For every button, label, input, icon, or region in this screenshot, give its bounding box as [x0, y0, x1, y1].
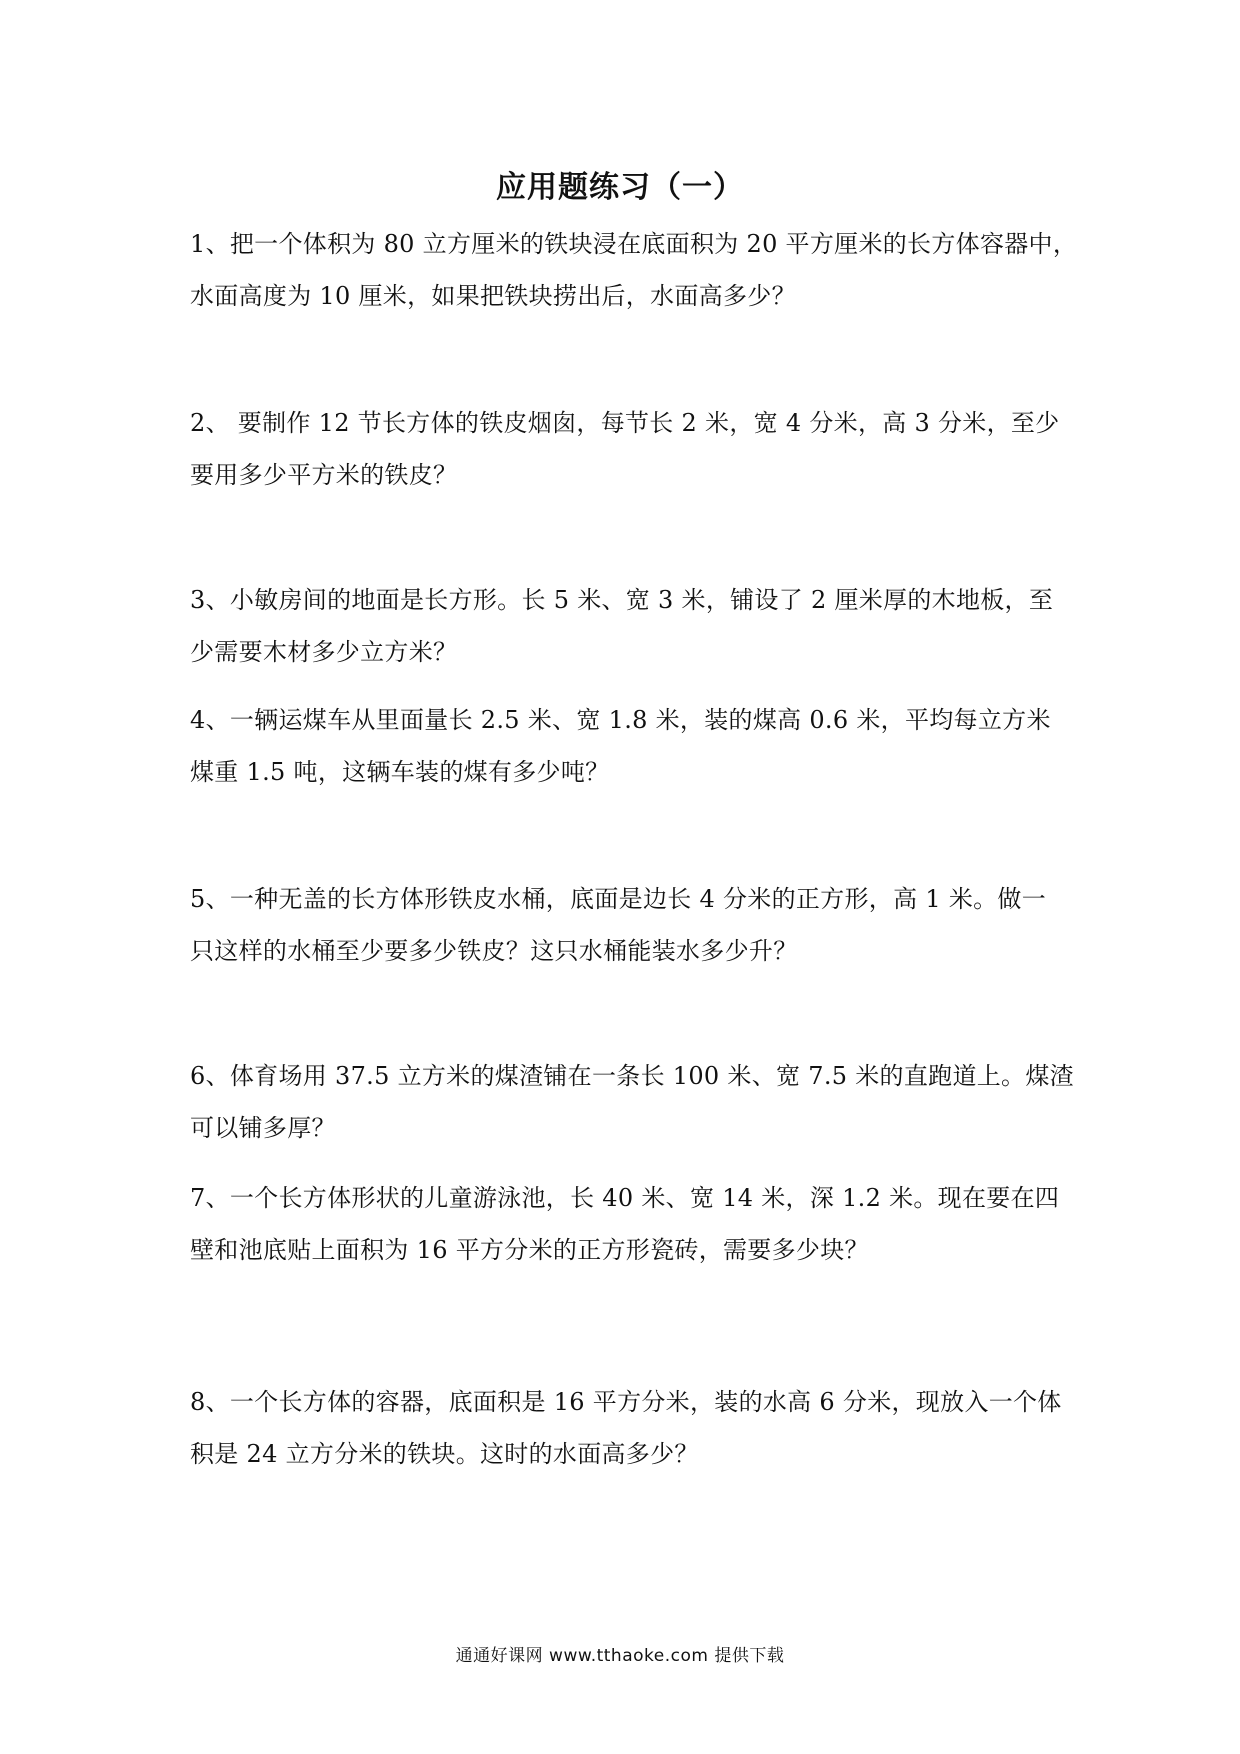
question-3-line-1: 3、小敏房间的地面是长方形。长 5 米、宽 3 米，铺设了 2 厘米厚的木地板，至: [190, 586, 1054, 614]
question-3-line-2: 少需要木材多少立方米？: [190, 638, 458, 666]
question-4: [190, 694, 1070, 798]
question-6-line-1: 6、体育场用 37.5 立方米的煤渣铺在一条长 100 米、宽 7.5 米的直跑道上。煤渣: [190, 1062, 1074, 1090]
question-7-line-2: 壁和池底贴上面积为 16 平方分米的正方形瓷砖，需要多少块？: [190, 1236, 869, 1264]
question-5-line-2: 只这样的水桶至少要多少铁皮？这只水桶能装水多少升？: [190, 937, 798, 965]
question-5-line-1: 5、一种无盖的长方体形铁皮水桶，底面是边长 4 分米的正方形，高 1 米。做一: [190, 885, 1047, 913]
question-4-line-1: 4、一辆运煤车从里面量长 2.5 米、宽 1.8 米，装的煤高 0.6 米，平均每立方米: [190, 706, 1051, 734]
question-8-line-2: 积是 24 立方分米的铁块。这时的水面高多少？: [190, 1440, 699, 1468]
question-1-line-1: 1、把一个体积为 80 立方厘米的铁块浸在底面积为 20 平方厘米的长方体容器中，: [190, 230, 1078, 258]
question-6: [190, 1050, 1074, 1154]
question-6-line-2: 可以铺多厚？: [190, 1114, 336, 1142]
question-8: [190, 1376, 1070, 1480]
question-8-line-1: 8、一个长方体的容器，底面积是 16 平方分米，装的水高 6 分米，现放入一个体: [190, 1388, 1062, 1416]
question-7: [190, 1172, 1070, 1276]
question-2-line-2: 要用多少平方米的铁皮？: [190, 461, 458, 489]
question-3: [190, 574, 1070, 678]
question-1: [190, 218, 1078, 322]
question-2-line-1: 2、 要制作 12 节长方体的铁皮烟囱，每节长 2 米，宽 4 分米，高 3 分米，至少: [190, 409, 1060, 437]
question-7-line-1: 7、一个长方体形状的儿童游泳池，长 40 米、宽 14 米，深 1.2 米。现在要在四: [190, 1184, 1060, 1212]
question-4-line-2: 煤重 1.5 吨，这辆车装的煤有多少吨？: [190, 758, 610, 786]
question-2: [190, 397, 1070, 501]
footer-credit: 通通好课网 www.tthaoke.com 提供下载: [455, 1646, 785, 1666]
question-5: [190, 873, 1070, 977]
page-title: 应用题练习（一）: [496, 170, 744, 205]
question-1-line-2: 水面高度为 10 厘米，如果把铁块捞出后，水面高多少？: [190, 282, 796, 310]
